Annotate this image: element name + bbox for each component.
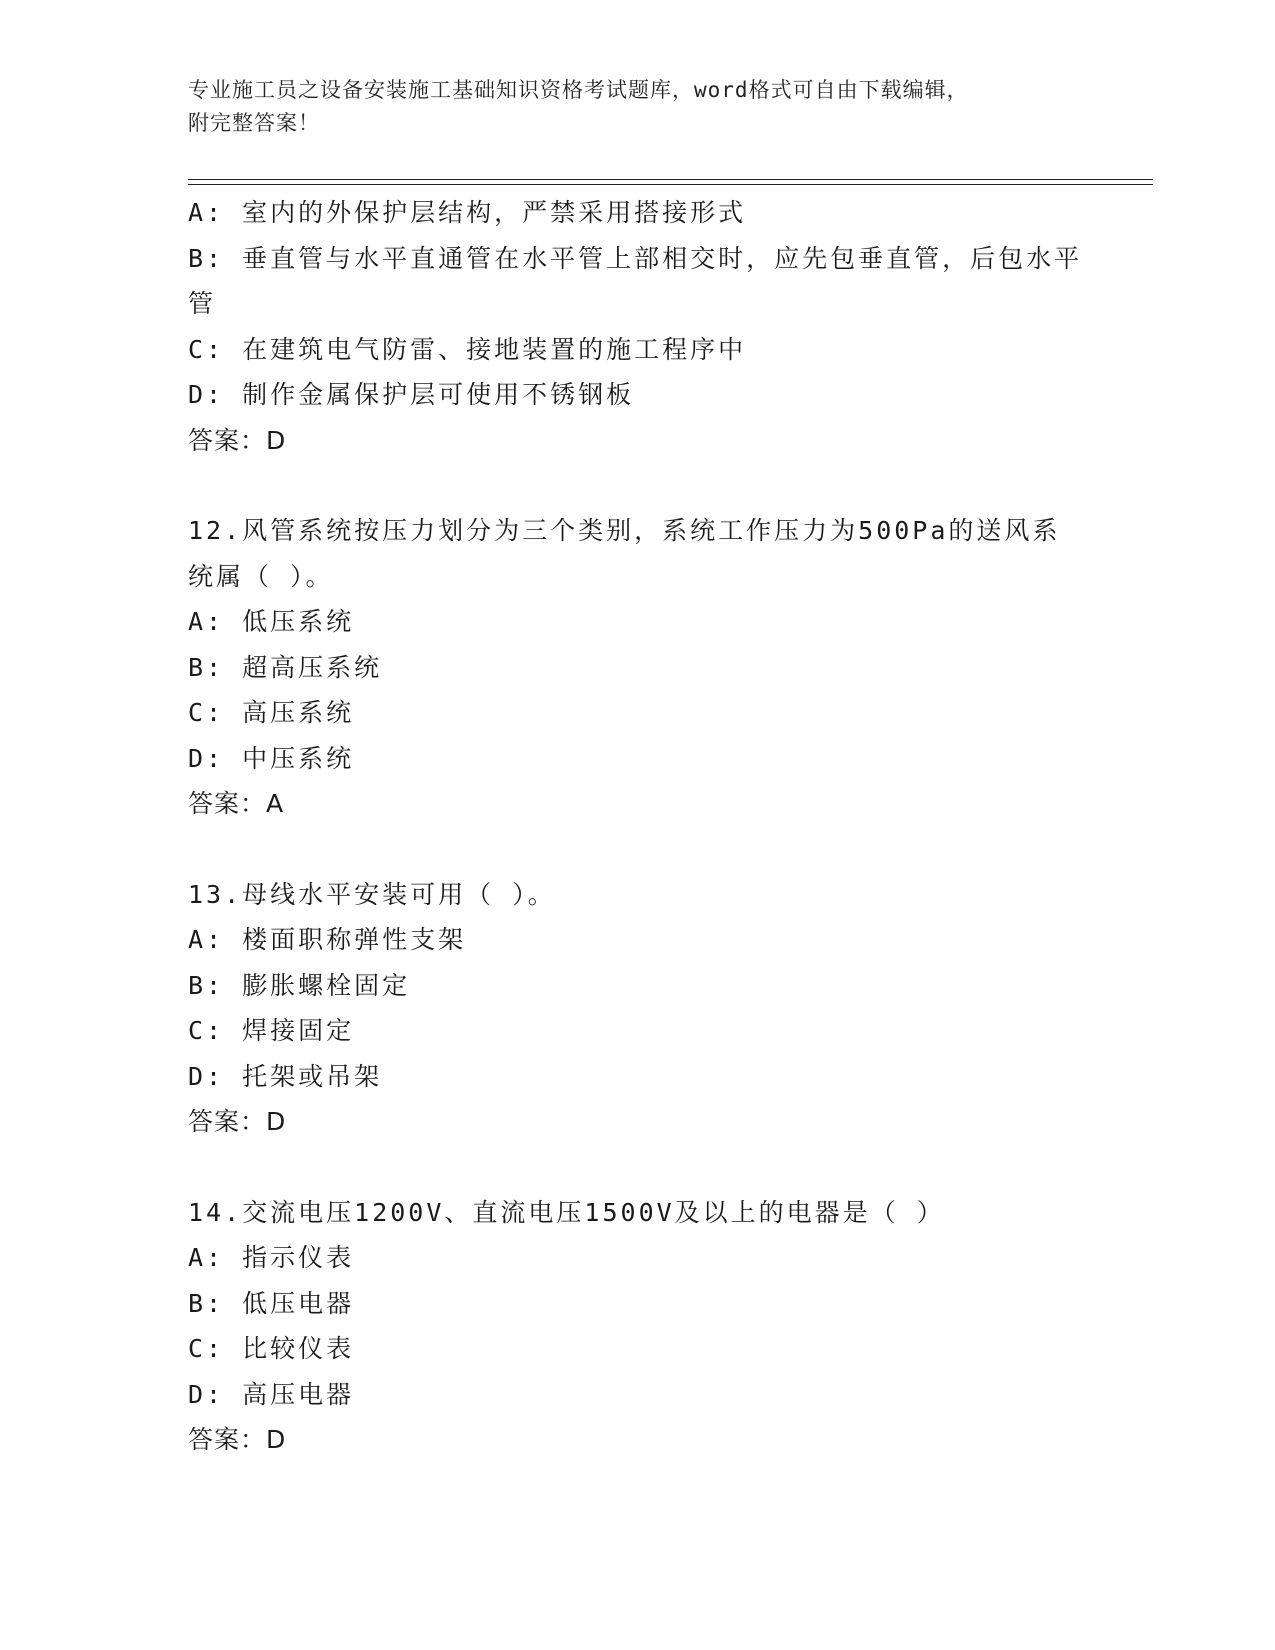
option-c: C: 在建筑电气防雷、接地装置的施工程序中 — [188, 334, 747, 364]
question-text: 14.交流电压1200V、直流电压1500V及以上的电器是（ ） — [188, 1197, 945, 1227]
block-spacer — [188, 827, 1088, 872]
question-text: 12.风管系统按压力划分为三个类别，系统工作压力为500Pa的送风系统属（ ）。 — [188, 516, 1061, 591]
option-a: A: 低压系统 — [188, 607, 355, 636]
question-block-12 — [188, 508, 1088, 827]
answer-label: 答案：A — [188, 789, 285, 818]
question-block-13 — [188, 872, 1088, 1145]
option-d: D: 中压系统 — [188, 743, 355, 773]
option-a: A: 楼面职称弹性支架 — [188, 925, 467, 954]
answer-label: 答案：D — [188, 1107, 287, 1136]
question-text: 13.母线水平安装可用（ ）。 — [188, 879, 556, 909]
question-block-14 — [188, 1190, 1088, 1463]
option-c: C: 比较仪表 — [188, 1334, 355, 1363]
header-divider-bottom — [188, 184, 1153, 185]
header-divider-top — [188, 179, 1153, 180]
option-b: B: 膨胀螺栓固定 — [188, 970, 411, 1000]
option-d: D: 高压电器 — [188, 1379, 355, 1409]
question-list — [188, 190, 1088, 1463]
option-b: B: 垂直管与水平直通管在水平管上部相交时，应先包垂直管，后包水平管 — [188, 243, 1083, 318]
option-c: C: 高压系统 — [188, 698, 355, 727]
answer-label: 答案：D — [188, 425, 287, 455]
option-b: B: 低压电器 — [188, 1288, 355, 1318]
option-d: D: 制作金属保护层可使用不锈钢板 — [188, 380, 635, 409]
header-line-2: 附完整答案！ — [188, 111, 320, 135]
option-a: A: 指示仪表 — [188, 1243, 355, 1272]
option-b: B: 超高压系统 — [188, 652, 383, 682]
option-a: A: 室内的外保护层结构，严禁采用搭接形式 — [188, 198, 747, 227]
block-spacer — [188, 1145, 1088, 1190]
header-line-1: 专业施工员之设备安装施工基础知识资格考试题库，word格式可自由下载编辑， — [188, 78, 969, 102]
option-d: D: 托架或吊架 — [188, 1061, 383, 1091]
answer-label: 答案：D — [188, 1425, 287, 1454]
question-block-11 — [188, 190, 1088, 463]
option-c: C: 焊接固定 — [188, 1016, 355, 1045]
block-spacer — [188, 463, 1088, 508]
document-header — [188, 74, 1068, 140]
